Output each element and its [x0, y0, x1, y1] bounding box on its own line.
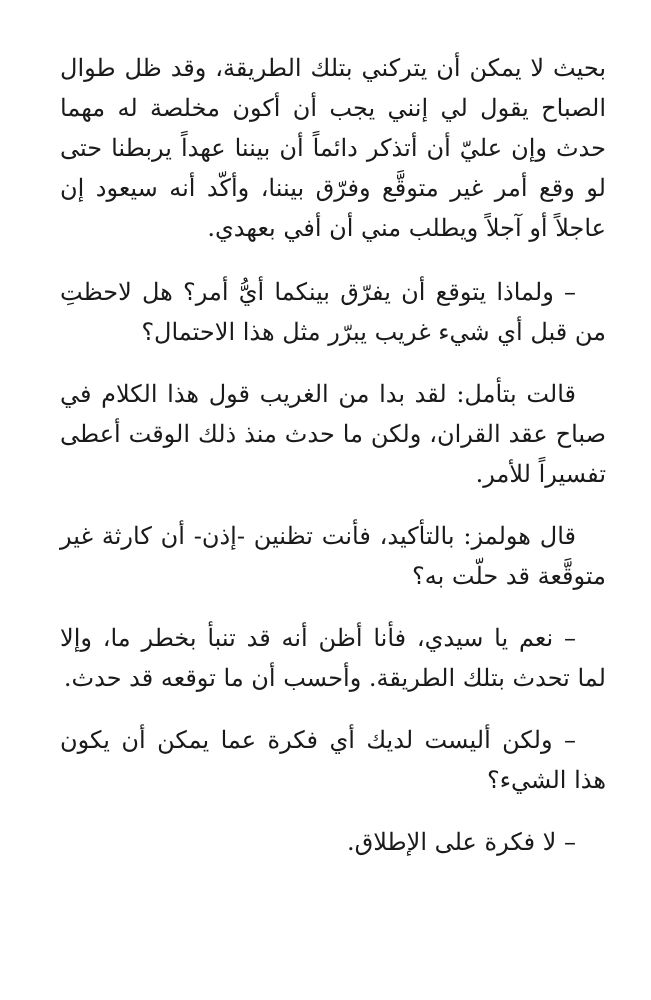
book-page	[60, 48, 606, 862]
paragraph-7: – لا فكرة على الإطلاق.	[346, 828, 576, 856]
paragraph-3: قالت بتأمل: لقد بدا من الغريب قول هذا الكلام في صباح عقد القران، ولكن ما حدث منذ ذلك الوقت أعطى تفسيراً للأمر.	[60, 380, 606, 488]
paragraph-5: – نعم يا سيدي، فأنا أظن أنه قد تنبأ بخطر ما، وإلا لما تحدث بتلك الطريقة. وأحسب أن ما توقعه قد حدث.	[60, 624, 606, 692]
paragraph-6: – ولكن أليست لديك أي فكرة عما يمكن أن يكون هذا الشيء؟	[60, 726, 606, 794]
paragraph-1: بحيث لا يمكن أن يتركني بتلك الطريقة، وقد ظل طوال الصباح يقول لي إنني يجب أن أكون مخلصة له مهما حدث وإن عليّ أن أتذكر دائماً أن بيننا عهداً يربطنا حتى لو وقع أمر غير متوقَّع وفرّق بيننا، وأكّد أنه سيعود إن عاجلاً أو آجلاً ويطلب مني أن أفي بعهدي.	[60, 54, 606, 242]
paragraph-2: – ولماذا يتوقع أن يفرّق بينكما أيُّ أمر؟ هل لاحظتِ من قبل أي شيء غريب يبرّر مثل هذا الاحتمال؟	[60, 278, 606, 346]
paragraph-4: قال هولمز: بالتأكيد، فأنت تظنين -إذن- أن كارثة غير متوقَّعة قد حلّت به؟	[60, 522, 606, 590]
